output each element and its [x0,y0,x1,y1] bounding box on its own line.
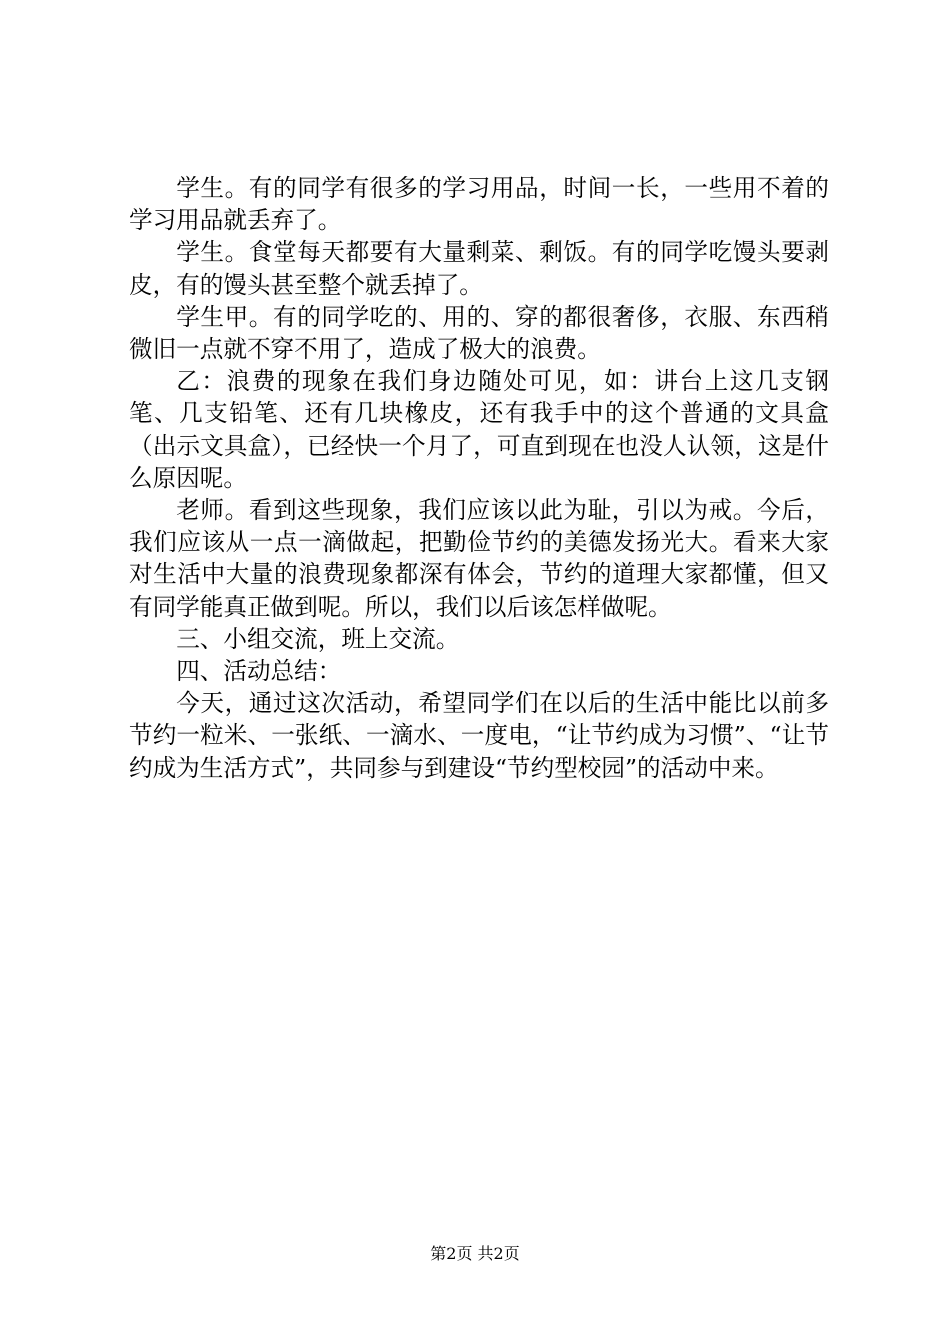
paragraph: 四、活动总结： [176,657,342,686]
paragraph: 老师。看到这些现象，我们应该以此为耻，引以为戒。今后，我们应该从一点一滴做起，把勤俭节约的美德发扬光大。看来大家对生活中大量的浪费现象都深有体会，节约的道理大家都懂，但又有同学能真正做到呢。所以，我们以后该怎样做呢。 [129,496,829,621]
paragraph: 学生。有的同学有很多的学习用品，时间一长，一些用不着的学习用品就丢弃了。 [129,174,829,235]
paragraph: 三、小组交流，班上交流。 [176,624,460,653]
paragraph: 乙：浪费的现象在我们身边随处可见，如：讲台上这几支钢笔、几支铅笔、还有几块橡皮，还有我手中的这个普通的文具盒（出示文具盒），已经快一个月了，可直到现在也没人认领，这是什么原因呢。 [129,367,829,492]
document-body [129,172,829,784]
paragraph: 学生甲。有的同学吃的、用的、穿的都很奢侈，衣服、东西稍微旧一点就不穿不用了，造成了极大的浪费。 [129,302,829,364]
paragraph: 今天，通过这次活动，希望同学们在以后的生活中能比以前多节约一粒米、一张纸、一滴水、一度电，“让节约成为习惯”、“让节约成为生活方式”，共同参与到建设“节约型校园”的活动中来。 [129,689,829,782]
page-footer [0,1244,950,1264]
paragraph: 学生。食堂每天都要有大量剩菜、剩饭。有的同学吃馒头要剥皮，有的馒头甚至整个就丢掉了。 [129,238,829,299]
page-number-label: 第2页 共2页 [430,1244,520,1263]
